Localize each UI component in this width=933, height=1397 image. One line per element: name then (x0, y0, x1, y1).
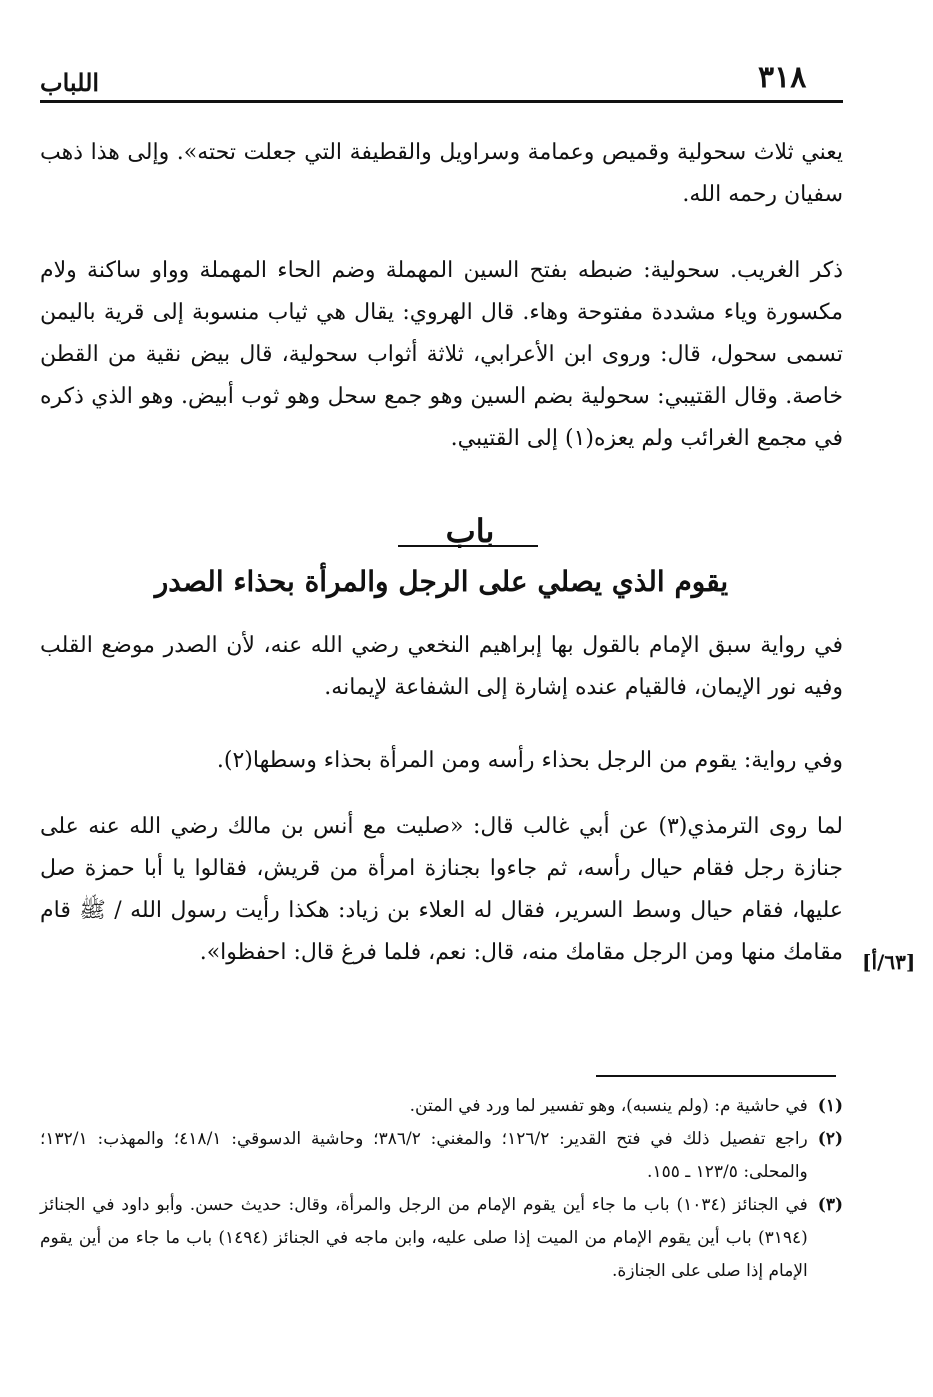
paragraph-gharib: ذكر الغريب. سحولية: ضبطه بفتح السين المهملة وضم الحاء المهملة وواو ساكنة ولام مكسورة وياء مشددة مفتوحة وهاء. قال الهروي: يقال هي ثياب منسوبة إلى قرية باليمن تسمى سحول، قال: وروى ابن الأعرابي، ثلاثة أثواب سحولية، قال بيض نقية من القطن خاصة. وقال القتيبي: سحولية بضم السين وهو جمع سحل وهو ثوب أبيض. وهو الذي ذكره في مجمع الغرائب ولم يعزه(١) إلى القتيبي. (40, 258, 843, 451)
chapter-title: يقوم الذي يصلي على الرجل والمرأة بحذاء الصدر (154, 565, 729, 598)
chapter-label: باب (445, 512, 495, 550)
chapter-divider (398, 545, 538, 547)
margin-manuscript-ref: [٦٣/أ] (862, 950, 916, 974)
footnote-text: في حاشية م: (ولم ينسبه)، وهو تفسير لما ورد في المتن. (409, 1096, 808, 1116)
footnote-text: راجع تفصيل ذلك في فتح القدير: ١٢٦/٢؛ والمغني: ٣٨٦/٢؛ وحاشية الدسوقي: ٤١٨/١؛ والمهذب: ١٣٢/١؛ والمحلى: ١٢٣/٥ ـ ١٥٥. (40, 1129, 808, 1182)
footnote-text: في الجنائز (١٠٣٤) باب ما جاء أين يقوم الإمام من الرجل والمرأة، وقال: حديث حسن. وأبو داود في الجنائز (٣١٩٤) باب أين يقوم الإمام من الميت إذا صلى عليه، وابن ماجه في الجنائز (١٤٩٤) باب ما جاء من أين يقوم الإمام إذا صلى على الجنازة. (40, 1195, 808, 1281)
footnote-item (40, 1189, 843, 1288)
footnote-item (40, 1090, 843, 1123)
footnote-number: (٢) (817, 1129, 843, 1149)
paragraph-3: في رواية سبق الإمام بالقول بها إبراهيم النخعي رضي الله عنه، لأن الصدر موضع القلب وفيه نور الإيمان، فالقيام عنده إشارة إلى الشفاعة لإيمانه. (40, 633, 843, 700)
book-title: اللباب (40, 68, 100, 97)
page-number: ٣١٨ (758, 60, 807, 95)
paragraph-1: يعني ثلاث سحولية وقميص وعمامة وسراويل والقطيفة التي جعلت تحته». وإلى هذا ذهب سفيان رحمه الله. (40, 140, 843, 207)
footnote-item (40, 1123, 843, 1189)
paragraph-5: لما روى الترمذي(٣) عن أبي غالب قال: «صليت مع أنس بن مالك رضي الله عنه على جنازة رجل فقام حيال رأسه، ثم جاءوا بجنازة امرأة من قريش، فقالوا يا أبا حمزة صل عليها، فقام حيال وسط السرير، فقال له العلاء بن زياد: هكذا رأيت رسول الله / ﷺ قام مقامك منها ومن الرجل مقامك منه، قال: نعم، فلما فرغ قال: احفظوا». (40, 814, 843, 965)
paragraph-4: وفي رواية: يقوم من الرجل بحذاء رأسه ومن المرأة بحذاء وسطها(٢). (216, 748, 843, 773)
footnote-divider (596, 1075, 836, 1077)
footnote-number: (٣) (817, 1195, 843, 1215)
footnotes (40, 1090, 843, 1288)
footnote-number: (١) (817, 1096, 843, 1116)
page-header (40, 60, 843, 103)
